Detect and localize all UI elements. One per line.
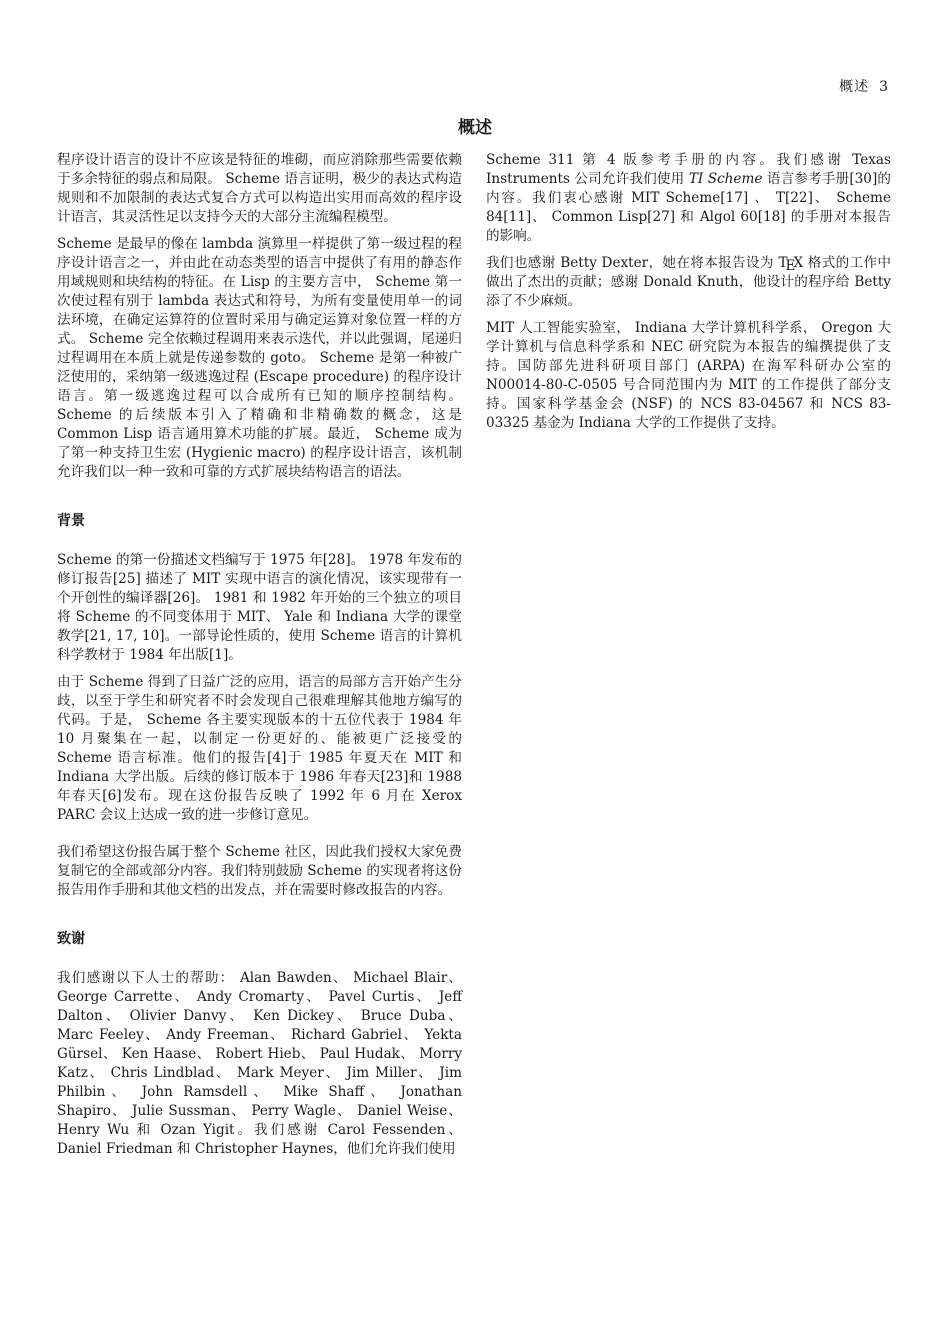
background-paragraph-2: 由于 Scheme 得到了日益广泛的应用，语言的局部方言开始产生分歧，以至于学生和研究者不时会发现自己很难理解其他地方编写的代码。于是， Scheme 各主要实现版本的十五位代表于 1984 年 10 月聚集在一起，以制定一份更好的、能被更广泛接受的 Scheme 语言标准。他们的报告[4]于 1985 年夏天在 MIT 和 Indiana 大学出版。后续的修订版本于 1986 年春天[23]和 1988 年春天[6]发布。现在这份报告反映了 1992 年 6 月在 Xerox PARC 会议上达成一致的进一步修订意见。 bbox=[57, 674, 462, 823]
intro-paragraph-2: Scheme 是最早的像在 lambda 演算里一样提供了第一级过程的程序设计语言之一，并由此在动态类型的语言中提供了有用的静态作用域规则和块结构的特征。在 Lisp 的主要方言中， Scheme 第一次使过程有别于 lambda 表达式和符号，为所有变量使用单一的词法环境，在确定运算符的位置时采用与确定运算对象位置一样的方式。 Scheme 完全依赖过程调用来表示迭代，并以此强调，尾递归过程调用在本质上就是传递参数的 goto。 Scheme 是第一种被广泛使用的，采纳第一级逃逸过程 (Escape procedure) 的程序设计语言。第一级逃逸过程可以合成所有已知的顺序控制结构。 Scheme 的后续版本引入了精确和非精确数的概念，这是 Common Lisp 语言通用算术功能的扩展。最近， Scheme 成为了第一种支持卫生宏 (Hygienic macro) 的程序设计语言，该机制允许我们以一种一致和可靠的方式扩展块结构语言的语法。 bbox=[57, 236, 462, 480]
tex-logo bbox=[778, 255, 804, 274]
tex-logo-x: X bbox=[793, 255, 804, 271]
tex-logo-t: T bbox=[778, 255, 788, 271]
page-number: 3 bbox=[879, 79, 889, 95]
tex-logo-e: E bbox=[785, 258, 796, 274]
acknowledgements-heading: 致谢 bbox=[57, 931, 85, 947]
background-paragraph-3: 我们希望这份报告属于整个 Scheme 社区，因此我们授权大家免费复制它的全部或部分内容。我们特别鼓励 Scheme 的实现者将这份报告用作手册和其他文档的出发点，并在需要时修改报告的内容。 bbox=[57, 844, 462, 898]
intro-paragraph-1: 程序设计语言的设计不应该是特征的堆砌，而应消除那些需要依赖于多余特征的弱点和局限。 Scheme 语言证明，极少的表达式构造规则和不加限制的表达式复合方式可以构造出实用而高效的程序设计语言，其灵活性足以支持今天的大部分主流编程模型。 bbox=[57, 152, 462, 225]
ti-scheme-title-continued: TI Scheme bbox=[688, 171, 763, 187]
acknowledgements-p2-end: 格式的工作中做出了杰出的贡献；感谢 Donald Knuth，他设计的程序给 Betty 添了不少麻烦。 bbox=[486, 255, 891, 309]
page-title: 概述 bbox=[458, 118, 492, 138]
background-paragraph-1: Scheme 的第一份描述文档编写于 1975 年[28]。 1978 年发布的修订报告[25] 描述了 MIT 实现中语言的演化情况，该实现带有一个开创性的编译器[26]。 1981 和 1982 年开始的三个独立的项目将 Scheme 的不同变体用于 MIT、 Yale 和 Indiana 大学的课堂教学[21, 17, 10]。一部导论性质的，使用 Scheme 语言的计算机科学教材于 1984 年出版[1]。 bbox=[57, 552, 462, 663]
acknowledgements-text: 我们感谢以下人士的帮助： Alan Bawden、 Michael Blair、 George Carrette、 Andy Cromarty、 Pavel Curtis、 Jeff Dalton、 Olivier Danvy、 Ken Dickey、 Bruce Duba、 Marc Feeley、 Andy Freeman、 Richard Gabriel、 Yekta Gürsel、 Ken Haase、 Robert Hieb、 Paul Hudak、 Morry Katz、 Chris Lindblad、 Mark Meyer、 Jim Miller、 Jim Philbin、 John Ramsdell、 Mike Shaff、 Jonathan Shapiro、 Julie Sussman、 Perry Wagle、 Daniel Weise、 Henry Wu 和 Ozan Yigit。我们感谢 Carol Fessenden、 Daniel Friedman 和 Christopher Haynes，他们允许我们使用 bbox=[57, 970, 462, 1157]
running-header-section: 概述 bbox=[839, 79, 870, 95]
acknowledgements-p2-start: 我们也感谢 Betty Dexter，她在将本报告设为 bbox=[486, 255, 779, 271]
running-header bbox=[839, 76, 889, 96]
acknowledgements-text-continued: Scheme 311 第 4 版参考手册的内容。我们感谢 Texas Instruments 公司允许我们使用 bbox=[486, 152, 891, 187]
left-column bbox=[57, 151, 462, 1167]
acknowledgements-text-end-continued: 语言参考手册[30]的内容。我们衷心感谢 MIT Scheme[17] 、 T[22]、 Scheme 84[11]、 Common Lisp[27] 和 Algol 60[18] 的手册对本报告的影响。 bbox=[486, 171, 892, 244]
acknowledgements-paragraph-3: MIT 人工智能实验室， Indiana 大学计算机科学系， Oregon 大学计算机与信息科学系和 NEC 研究院为本报告的编撰提供了支持。国防部先进科研项目部门 (ARPA) 在海军科研办公室的 N00014-80-C-0505 号合同范围内为 MIT 的工作提供了部分支持。国家科学基金会 (NSF) 的 NCS 83-04567 和 NCS 83-03325 基金为 Indiana 大学的工作提供了支持。 bbox=[486, 320, 891, 431]
acknowledgements-paragraph-1-continued bbox=[486, 151, 891, 246]
acknowledgements-paragraph-2 bbox=[486, 254, 891, 311]
acknowledgements-paragraph-1 bbox=[57, 969, 462, 1159]
right-column bbox=[486, 151, 891, 441]
background-heading: 背景 bbox=[57, 513, 85, 529]
